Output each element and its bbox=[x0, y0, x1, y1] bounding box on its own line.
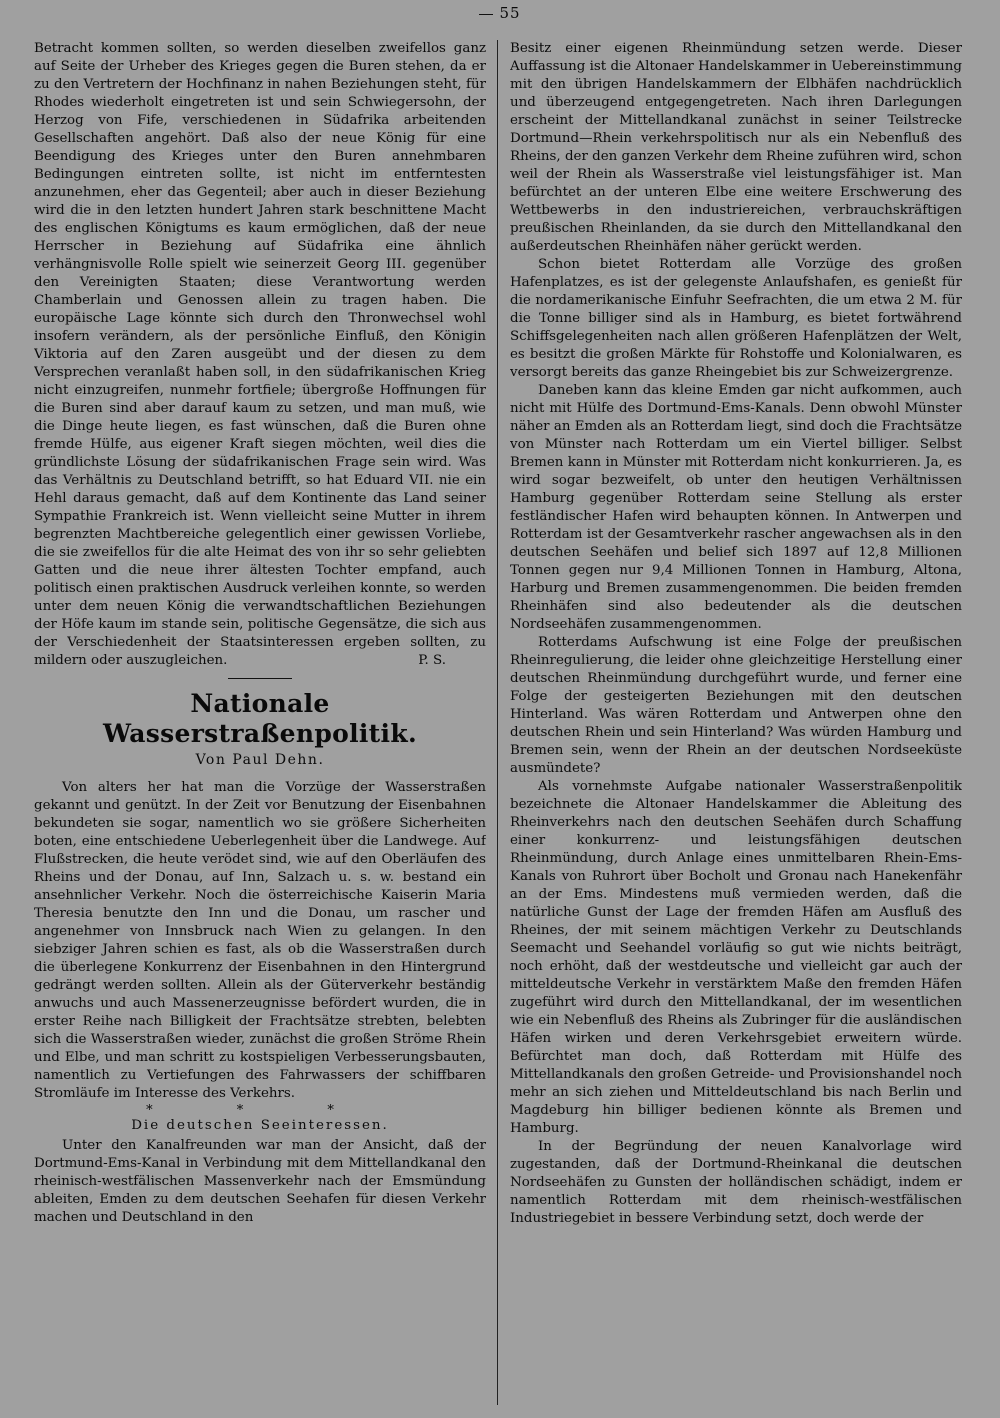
article-paragraph: Von alters her hat man die Vorzüge der Wasserstraßen gekannt und genützt. In der Zeit vor Benutzung der Eisenbahnen bekundeten sie sogar, namentlich wo sie größere Sicherheiten boten, eine entschiedene Ueberlegenheit über die Landwege. Auf Flußstrecken, die heute verödet sind, wie auf den Oberläufen des Rheins und der Donau, auf Inn, Salzach u. s. w. bestand ein ansehnlicher Verkehr. Noch die österreichische Kaiserin Maria Theresia benutzte den Inn und die Donau, um rascher und angenehmer von Innsbruck nach Wien zu gelangen. In den siebziger Jahren schien es fast, als ob die Wasserstraßen durch die überlegene Konkurrenz der Eisenbahnen in den Hintergrund gedrängt werden sollten. Allein als der Güterverkehr beständig anwuchs und auch Massenerzeugnisse befördert wurden, die in erster Reihe nach Billigkeit der Frachtsätze strebten, belebten sich die Wasserstraßen wieder, zunächst die großen Ströme Rhein und Elbe, und man schritt zu kostspieligen Verbesserungsbauten, namentlich zu Vertiefungen des Fahrwassers der schiffbaren Stromläufe im Interesse des Verkehrs. bbox=[34, 780, 486, 1101]
column-divider bbox=[497, 40, 498, 1405]
right-paragraph-3: Daneben kann das kleine Emden gar nicht aufkommen, auch nicht mit Hülfe des Dortmund-Ems-Kanals. Denn obwohl Münster näher an Emden als an Rotterdam liegt, sind doch die Frachtsätze von Münster nach Rotterdam um ein Viertel billiger. Selbst Bremen kann in Münster mit Rotterdam nicht konkurrieren. Ja, es wird sogar bezweifelt, ob unter den heutigen Verhältnissen Hamburg gegenüber Rotterdam seine Stellung als erster festländischer Hafen wird behaupten können. In Antwerpen und Rotterdam ist der Gesamtverkehr rascher angewachsen als in den deutschen Seehäfen und belief sich 1897 auf 12,8 Millionen Tonnen gegen nur 9,4 Millionen Tonnen in Hamburg, Altona, Harburg und Bremen zusammengenommen. Die beiden fremden Rheinhäfen sind also bedeutender als die deutschen Nordseehäfen zusammengenommen. bbox=[510, 383, 962, 632]
section-stars: * * * bbox=[146, 1103, 374, 1118]
article-byline: Von Paul Dehn. bbox=[195, 752, 325, 768]
article-title: Nationale Wasserstraßenpolitik. bbox=[103, 689, 417, 748]
section-heading: Die deutschen Seeinteressen. bbox=[131, 1118, 389, 1133]
article-continuation-paragraph: Betracht kommen sollten, so werden dieselben zweifellos ganz auf Seite der Urheber des Krieges gegen die Buren stehen, da er zu den Vertretern der Hochfinanz in nahen Beziehungen steht, für Rhodes wiederholt eingetreten ist und sein Schwiegersohn, der Herzog von Fife, verschiedenen in Südafrika arbeitenden Gesellschaften angehört. Daß also der neue König für eine Beendigung des Krieges unter den Buren annehmbaren Bedingungen eintreten sollte, ist nicht im entferntesten anzunehmen, eher das Gegenteil; aber auch in dieser Beziehung wird die in den letzten hundert Jahren stark beschnittene Macht des englischen Königtums es kaum ermöglichen, daß der neue Herrscher in Beziehung auf Südafrika eine ähnlich verhängnisvolle Rolle spielt wie seinerzeit Georg III. gegenüber den Vereinigten Staaten; diese Verantwortung werden Chamberlain und Genossen allein zu tragen haben. Die europäische Lage könnte sich durch den Thronwechsel wohl insofern verändern, als der persönliche Einfluß, den Königin Viktoria auf den Zaren ausgeübt und der diesen zu dem Versprechen veranlaßt haben soll, in den südafrikanischen Krieg nicht einzugreifen, nunmehr fortfiele; übergroße Hoffnungen für die Buren sind aber darauf kaum zu setzen, und man muß, wie die Dinge heute liegen, es fast wünschen, daß die Buren ohne fremde Hülfe, aus eigener Kraft siegen möchten, weil dies die gründlichste Lösung der südafrikanischen Frage sein wird. Was das Verhältnis zu Deutschland betrifft, so hat Eduard VII. nie ein Hehl daraus gemacht, daß auf dem Kontinente das Land seiner Sympathie Frankreich ist. Wenn vielleicht seine Mutter in ihrem begrenzten Machtbereiche gelegentlich einer gewissen Vorliebe, die sie zweifellos für die alte Heimat des von ihr so sehr geliebten Gatten und die neue ihrer ältesten Tochter empfand, auch politisch einen praktischen Ausdruck verleihen konnte, so werden unter dem neuen König die verwandtschaftlichen Beziehungen der Höfe kaum im stande sein, politische Gegensätze, die sich aus der Verschiedenheit der Staatsinteressen ergeben sollten, zu mildern oder auszugleichen. bbox=[34, 41, 486, 668]
right-paragraph-4: Rotterdams Aufschwung ist eine Folge der preußischen Rheinregulierung, die leider ohne gleichzeitige Herstellung einer deutschen Rheinmündung durchgeführt wurde, und ferner eine Folge der gesteigerten Beziehungen mit den deutschen Hinterland. Was wären Rotterdam und Antwerpen ohne den deutschen Rhein und sein Hinterland? Was würden Hamburg und Bremen sein, wenn der Rhein an der deutschen Nordseeküste ausmündete? bbox=[510, 635, 962, 776]
left-column bbox=[34, 40, 486, 1410]
page-number-header bbox=[0, 4, 1000, 22]
page-number: 55 bbox=[499, 4, 521, 22]
header-rule bbox=[479, 14, 493, 15]
right-paragraph-6: In der Begründung der neuen Kanalvorlage wird zugestanden, daß der Dortmund-Rheinkanal die deutschen Nordseehäfen zu Gunsten der holländischen schädigt, indem er namentlich Rotterdam mit dem rheinisch-westfälischen Industriegebiet in bessere Verbindung setzt, doch werde der bbox=[510, 1139, 962, 1226]
right-paragraph-2: Schon bietet Rotterdam alle Vorzüge des großen Hafenplatzes, es ist der gelegenste Anlaufshafen, es genießt für die nordamerikanische Einfuhr Seefrachten, die um etwa 2 M. für die Tonne billiger sind als in Hamburg, es bietet fortwährend Schiffsgelegenheiten nach allen größeren Hafenplätzen der Welt, es besitzt die großen Märkte für Rohstoffe und Kolonialwaren, es versorgt bereits das ganze Rheingebiet bis zur Schweizergrenze. bbox=[510, 257, 962, 380]
article-separator-rule bbox=[228, 678, 292, 679]
right-paragraph-5: Als vornehmste Aufgabe nationaler Wasserstraßenpolitik bezeichnete die Altonaer Handelskammer die Ableitung des Rheinverkehrs nach den deutschen Seehäfen durch Schaffung einer konkurrenz- und leistungsfähigen deutschen Rheinmündung, durch Anlage eines unmittelbaren Rhein-Ems-Kanals von Ruhrort über Bocholt und Gronau nach Hanekenfähr an der Ems. Mindestens muß vermieden werden, daß die natürliche Gunst der Lage der fremden Häfen am Ausfluß des Rheines, der mit seinem mächtigen Verkehr zu Deutschlands Seemacht und Seehandel vorläufig so gut wie nichts beiträgt, noch erhöht, daß der westdeutsche und vielleicht gar auch der mitteldeutsche Verkehr in verstärktem Maße den fremden Häfen zugeführt wird durch den Mittellandkanal, der im wesentlichen wie ein Nebenfluß des Rheins als Zubringer für die ausländischen Häfen wirken und deren Verkehrsgebiet erweitern würde. Befürchtet man doch, daß Rotterdam mit Hülfe des Mittellandkanals den großen Getreide- und Provisionshandel noch mehr an sich ziehen und Mitteldeutschland bis nach Berlin und Magdeburg hin billiger bedienen könnte als Bremen und Hamburg. bbox=[510, 779, 962, 1136]
right-paragraph-1: Besitz einer eigenen Rheinmündung setzen werde. Dieser Auffassung ist die Altonaer Handelskammer in Uebereinstimmung mit den übrigen Handelskammern der Elbhäfen nachdrücklich und überzeugend entgegengetreten. Nach ihren Darlegungen erscheint der Mittellandkanal zunächst in seiner Teilstrecke Dortmund—Rhein verkehrspolitisch nur als ein Nebenfluß des Rheins, der den ganzen Verkehr dem Rheine zuführen wird, schon weil der Rhein als Wasserstraße viel leistungsfähiger ist. Man befürchtet an der unteren Elbe eine weitere Erschwerung des Wettbewerbs in den industriereichen, verbrauchskräftigen preußischen Rheinlanden, da sie durch den Mittellandkanal den außerdeutschen Rheinhäfen näher gerückt werden. bbox=[510, 41, 962, 254]
author-signature: P. S. bbox=[418, 653, 446, 668]
right-column bbox=[510, 40, 962, 1410]
section-paragraph: Unter den Kanalfreunden war man der Ansicht, daß der Dortmund-Ems-Kanal in Verbindung mit dem Mittellandkanal den rheinisch-westfälischen Massenverkehr nach der Emsmündung ableiten, Emden zu dem deutschen Seehafen für diesen Verkehr machen und Deutschland in den bbox=[34, 1138, 486, 1225]
